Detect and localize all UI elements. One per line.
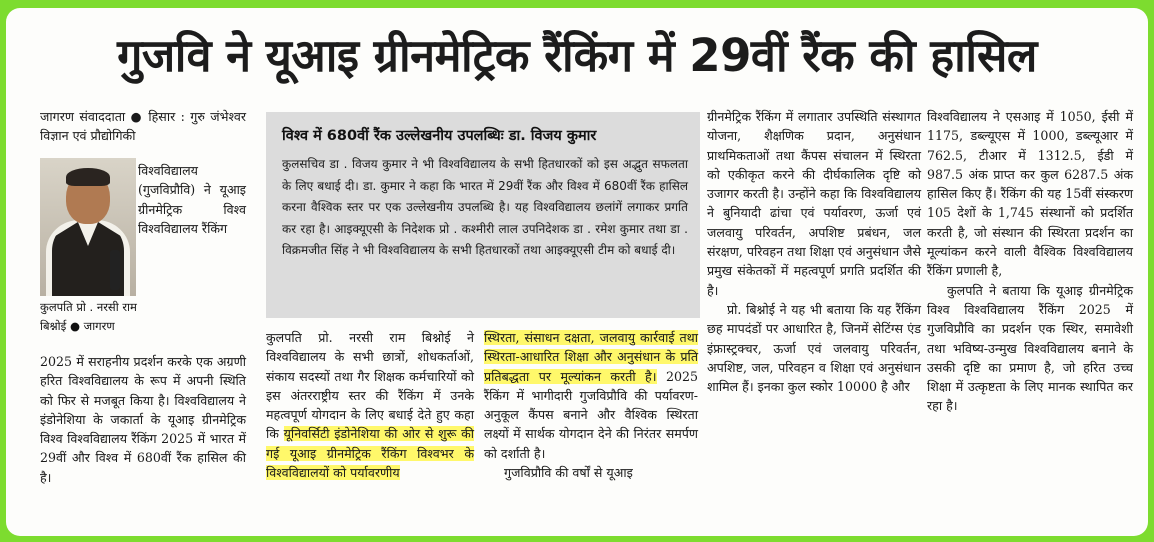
headline: गुजवि ने यूआइ ग्रीनमेट्रिक रैंकिंग में 29वीं रैंक की हासिल [117, 29, 1037, 82]
column-2 [266, 328, 474, 482]
caption-credit: जागरण [83, 319, 115, 333]
microphone-icon [110, 250, 120, 290]
col5-para-2: कुलपति ने बताया कि यूआइ ग्रीनमेट्रिक विश्व विश्वविद्यालय रैंकिंग 2025 में गुजविप्रौवि का प्रदर्शन एक स्थिर, समावेशी तथा भविष्य-उन्मुख विश्वविद्यालय बनाने के उसकी दृष्टि का प्रमाण है, जो हरित उच्च शिक्षा में उत्कृष्टता के लिए मानक स्थापित कर रहा है। [927, 282, 1133, 414]
col3-highlight: स्थिरता, संसाधन दक्षता, जलवायु कार्रवाई तथा स्थिरता-आधारित शिक्षा और अनुसंधान के प्रति प्रतिबद्धता पर मूल्यांकन करती है। [484, 330, 698, 384]
photo-caption [40, 298, 144, 336]
col4-para-2: प्रो. बिश्नोई ने यह भी बताया कि यह रैंकिंग छह मापदंडों पर आधारित है, जिनमें सेटिंग्स एंड इंफ्रास्ट्रक्चर, ऊर्जा एवं जलवायु परिवर्तन, अपशिष्ट, जल, परिवहन व शिक्षा एवं अनुसंधान शामिल हैं। इनका कुल स्कोर 10000 है और [707, 301, 921, 395]
dateline-place: हिसार : [148, 109, 185, 124]
col2-highlight: यूनिवर्सिटी इंडोनेशिया की ओर से शुरू की गई यूआइ ग्रीनमेट्रिक रैंकिंग विश्वभर के विश्वविद्यालयों को पर्यावरणीय [266, 426, 474, 481]
bullet-icon: ● [130, 109, 143, 124]
col3-text: 2025 रैंकिंग में भागीदारी गुजविप्रौवि की पर्यावरण-अनुकूल कैंपस बनाने और वैश्विक स्थिरता लक्ष्यों में सार्थक योगदान देने की निरंतर समर्पण को दर्शाती है। [484, 368, 699, 461]
column-1-bottom [40, 352, 246, 487]
column-1-narrow [138, 161, 246, 238]
col1-bottom-text: 2025 में सराहनीय प्रदर्शन करके एक अग्रणी हरित विश्वविद्यालय के रूप में अपनी स्थिति को फिर से मजबूत किया है। विश्वविद्यालय ने इंडोनेशिया के जकार्ता के यूआइ ग्रीनमेट्रिक विश्व विश्वविद्यालय रैंकिंग 2025 में भारत में 29वीं और विश्व में 680वीं रैंक हासिल की है। [40, 354, 246, 485]
sidebar-box [266, 112, 700, 318]
col4-para-1: ग्रीनमेट्रिक रैंकिंग में लगातार उपस्थिति संस्थागत योजना, शैक्षणिक प्रदान, अनुसंधान प्राथमिकताओं तथा कैंपस संचालन में स्थिरता को एकीकृत करने की दीर्घकालिक दृष्टि को उजागर करती है। उन्होंने कहा कि विश्वविद्यालय ने बुनियादी ढांचा एवं पर्यावरण, ऊर्जा एवं जलवायु परिवर्तन, अपशिष्ट प्रबंधन, जल संरक्षण, परिवहन तथा शिक्षा एवं अनुसंधान जैसे प्रमुख संकेतकों में महत्वपूर्ण प्रगति प्रदर्शित की है। [707, 109, 921, 298]
caption-name: कुलपति प्रो . नरसी राम बिश्नोई [40, 300, 137, 333]
byline: जागरण संवाददाता [40, 109, 126, 124]
column-1-top [40, 107, 246, 146]
column-4 [707, 107, 921, 396]
col1-narrow-text: विश्वविद्यालय (गुजविप्रौवि) ने यूआइ ग्रीनमेट्रिक विश्व विश्वविद्यालय रैंकिंग [138, 163, 246, 236]
column-3 [484, 328, 698, 482]
box-title: विश्व में 680वीं रैंक उल्लेखनीय उपलब्धिः डा. विजय कुमार [282, 128, 597, 144]
col3-text-b: गुजविप्रौवि की वर्षों से यूआइ [504, 465, 633, 481]
col5-para-1: विश्वविद्यालय ने एसआइ में 1050, ईसी में 1175, डब्ल्यूएस में 1000, डब्ल्यूआर में 762.5, टीआर में 1312.5, ईडी में 987.5 अंक प्राप्त कर कुल 6287.5 अंक हासिल किए हैं। रैंकिंग की यह 15वीं संस्करण 105 देशों के 1,745 संस्थानों को प्रदर्शित करती है, जो संस्थान की स्थिरता प्रदर्शन का मूल्यांकन करने वाली वैश्विक विश्वविद्यालय रैंकिंग प्रणाली है, [927, 109, 1133, 279]
col2-text: कुलपति प्रो. नरसी राम बिश्नोई ने विश्वविद्यालय के सभी छात्रों, शोधकर्ताओं, संकाय सदस्यों तथा गैर शिक्षक कर्मचारियों को इस अंतरराष्ट्रीय स्तर की रैंकिंग में उनके महत्वपूर्ण योगदान के लिए बधाई देते हुए कहा कि [266, 330, 474, 442]
dateline [40, 107, 246, 146]
news-clipping [6, 8, 1148, 536]
column-5 [927, 107, 1133, 416]
box-body: कुलसचिव डा . विजय कुमार ने भी विश्वविद्यालय के सभी हितधारकों को इस अद्भुत सफलता के लिए बधाई दी। डा. कुमार ने कहा कि भारत में 29वीं रैंक और विश्व में 680वीं रैंक हासिल करना वैश्विक स्तर पर एक उल्लेखनीय उपलब्धि है। यह विश्वविद्यालय छलांगें लगाकर प्रगति कर रहा है। आइक्यूएसी के निदेशक प्रो . कश्मीरी लाल उपनिदेशक डा . रमेश कुमार तथा डा . विक्रमजीत सिंह ने भी विश्वविद्यालय के सभी हितधारकों तथा आइक्यूएसी टीम को बधाई दी। [282, 157, 688, 258]
bullet-icon: ● [69, 319, 81, 333]
col1-top-text: गुरु जंभेश्वर विज्ञान एवं प्रौद्योगिकी [40, 109, 246, 144]
vice-chancellor-photo [40, 158, 136, 296]
